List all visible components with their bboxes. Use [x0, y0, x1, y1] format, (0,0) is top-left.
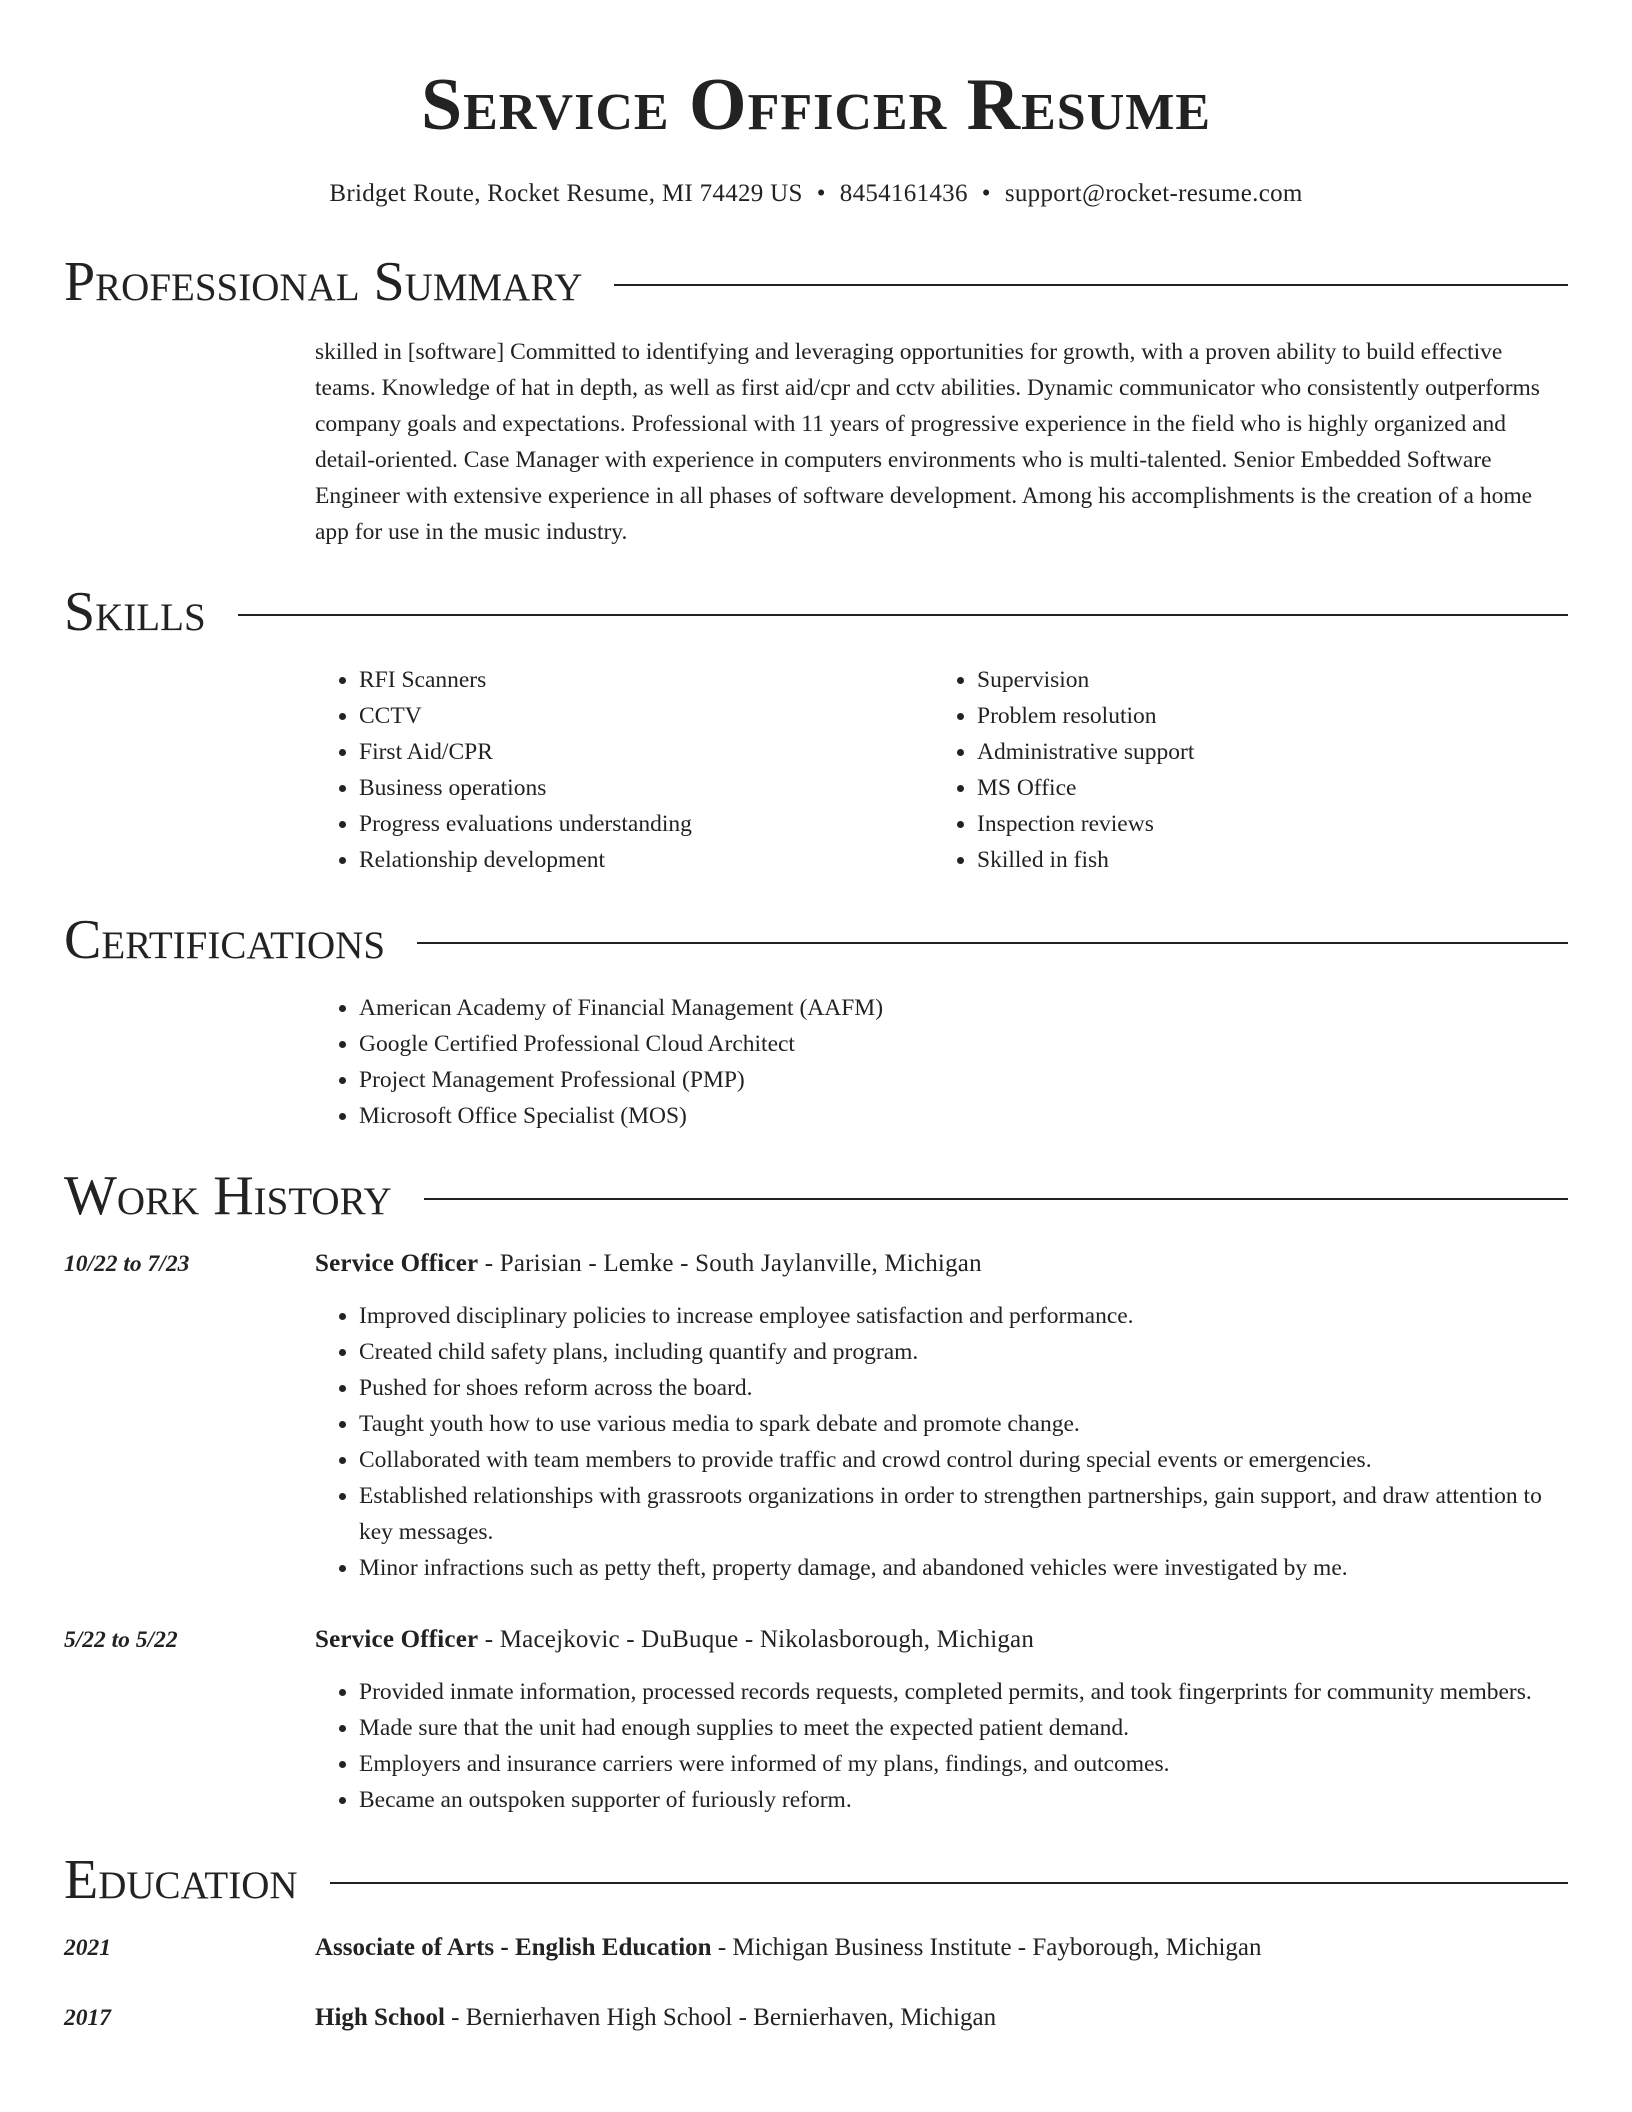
certification-item: • Microsoft Office Specialist (MOS) — [359, 1098, 1568, 1134]
education-heading: Education — [64, 1849, 298, 1911]
skill-item: • MS Office — [977, 770, 1551, 806]
education-degree: Associate of Arts - English Education — [315, 1934, 712, 1961]
skills-heading: Skills — [64, 581, 206, 643]
work-entry — [64, 1246, 1568, 1586]
work-bullet: • Created child safety plans, including quantify and program. — [359, 1334, 1568, 1370]
work-bullet: • Pushed for shoes reform across the board. — [359, 1370, 1568, 1406]
summary-section-header — [64, 251, 1568, 313]
education-section-header — [64, 1849, 1568, 1911]
work-dates: 5/22 to 5/22 — [64, 1627, 178, 1653]
education-year: 2021 — [64, 1935, 111, 1961]
work-bullet: • Established relationships with grassroots organizations in order to strengthen partnerships, gain support, and draw attention to key messages. — [359, 1478, 1568, 1550]
work-bullets — [315, 1298, 1568, 1586]
contact-email: support@rocket-resume.com — [1004, 180, 1303, 207]
skills-column-left — [315, 662, 933, 878]
work-bullet: • Taught youth how to use various media to spark debate and promote change. — [359, 1406, 1568, 1442]
job-details: - Parisian - Lemke - South Jaylanville, Michigan — [478, 1250, 982, 1277]
skills-section-header — [64, 581, 1568, 643]
skill-item: • Administrative support — [977, 734, 1551, 770]
section-divider — [424, 1198, 1568, 1200]
contact-line — [64, 180, 1568, 208]
work-bullet: • Collaborated with team members to provide traffic and crowd control during special events or emergencies. — [359, 1442, 1568, 1478]
education-entry — [64, 1930, 1568, 1966]
education-details: - Bernierhaven High School - Bernierhaven, Michigan — [444, 2004, 997, 2031]
work-bullet: • Became an outspoken supporter of furiously reform. — [359, 1782, 1568, 1818]
skill-item: • Relationship development — [359, 842, 933, 878]
work-dates: 10/22 to 7/23 — [64, 1251, 190, 1277]
job-title: Service Officer — [315, 1250, 479, 1277]
skill-item: • Business operations — [359, 770, 933, 806]
skill-item: • RFI Scanners — [359, 662, 933, 698]
job-details: - Macejkovic - DuBuque - Nikolasborough, Michigan — [478, 1626, 1035, 1653]
section-divider — [614, 284, 1568, 286]
skills-list — [315, 662, 1568, 878]
contact-address: Bridget Route, Rocket Resume, MI 74429 US — [329, 180, 803, 207]
work-bullet: • Minor infractions such as petty theft, property damage, and abandoned vehicles were investigated by me. — [359, 1550, 1568, 1586]
job-title: Service Officer — [315, 1626, 479, 1653]
skill-item: • Supervision — [977, 662, 1551, 698]
skill-item: • First Aid/CPR — [359, 734, 933, 770]
skill-item: • Problem resolution — [977, 698, 1551, 734]
skill-item: • CCTV — [359, 698, 933, 734]
work-entry — [64, 1622, 1568, 1818]
certifications-section-header — [64, 909, 1568, 971]
work-history-heading: Work History — [64, 1165, 392, 1227]
work-history-section-header — [64, 1165, 1568, 1227]
skill-item: • Skilled in fish — [977, 842, 1551, 878]
contact-separator: • — [981, 180, 991, 207]
work-heading — [315, 1246, 1568, 1282]
work-bullet: • Made sure that the unit had enough supplies to meet the expected patient demand. — [359, 1710, 1568, 1746]
certification-item: • Google Certified Professional Cloud Architect — [359, 1026, 1568, 1062]
education-degree: High School — [315, 2004, 445, 2031]
education-year: 2017 — [64, 2005, 111, 2031]
certifications-heading: Certifications — [64, 909, 386, 971]
education-entry — [64, 2000, 1568, 2036]
skill-item: • Progress evaluations understanding — [359, 806, 933, 842]
education-details: - Michigan Business Institute - Fayborough, Michigan — [711, 1934, 1262, 1961]
education-heading-line — [315, 1930, 1262, 1966]
section-divider — [417, 942, 1568, 944]
certification-item: • Project Management Professional (PMP) — [359, 1062, 1568, 1098]
resume-title: Service Officer Resume — [420, 64, 1212, 146]
education-heading-line — [315, 2000, 996, 2036]
work-bullet: • Provided inmate information, processed records requests, completed permits, and took fingerprints for community members. — [359, 1674, 1568, 1710]
section-divider — [330, 1882, 1568, 1884]
work-bullet: • Employers and insurance carriers were informed of my plans, findings, and outcomes. — [359, 1746, 1568, 1782]
skills-column-right — [933, 662, 1551, 878]
certification-item: • American Academy of Financial Management (AAFM) — [359, 990, 1568, 1026]
summary-heading: Professional Summary — [64, 251, 583, 313]
contact-separator: • — [816, 180, 826, 207]
work-bullet: • Improved disciplinary policies to increase employee satisfaction and performance. — [359, 1298, 1568, 1334]
contact-phone: 8454161436 — [839, 180, 968, 207]
summary-text: skilled in [software] Committed to identifying and leveraging opportunities for growth, with a proven ability to build effective teams. Knowledge of hat in depth, as well as first aid/cpr and cctv abilities. Dynamic communicator who consistently outperforms company goals and expectations. Professional with 11 years of progressive experience in the field who is highly organized and detail-oriented. Case Manager with experience in computers environments who is multi-talented. Senior Embedded Software Engineer with extensive experience in all phases of software development. Among his accomplishments is the creation of a home app for use in the music industry. — [315, 339, 1540, 545]
work-bullets — [315, 1674, 1568, 1818]
work-heading — [315, 1622, 1568, 1658]
certifications-list — [315, 990, 1568, 1134]
skill-item: • Inspection reviews — [977, 806, 1551, 842]
section-divider — [238, 614, 1568, 616]
